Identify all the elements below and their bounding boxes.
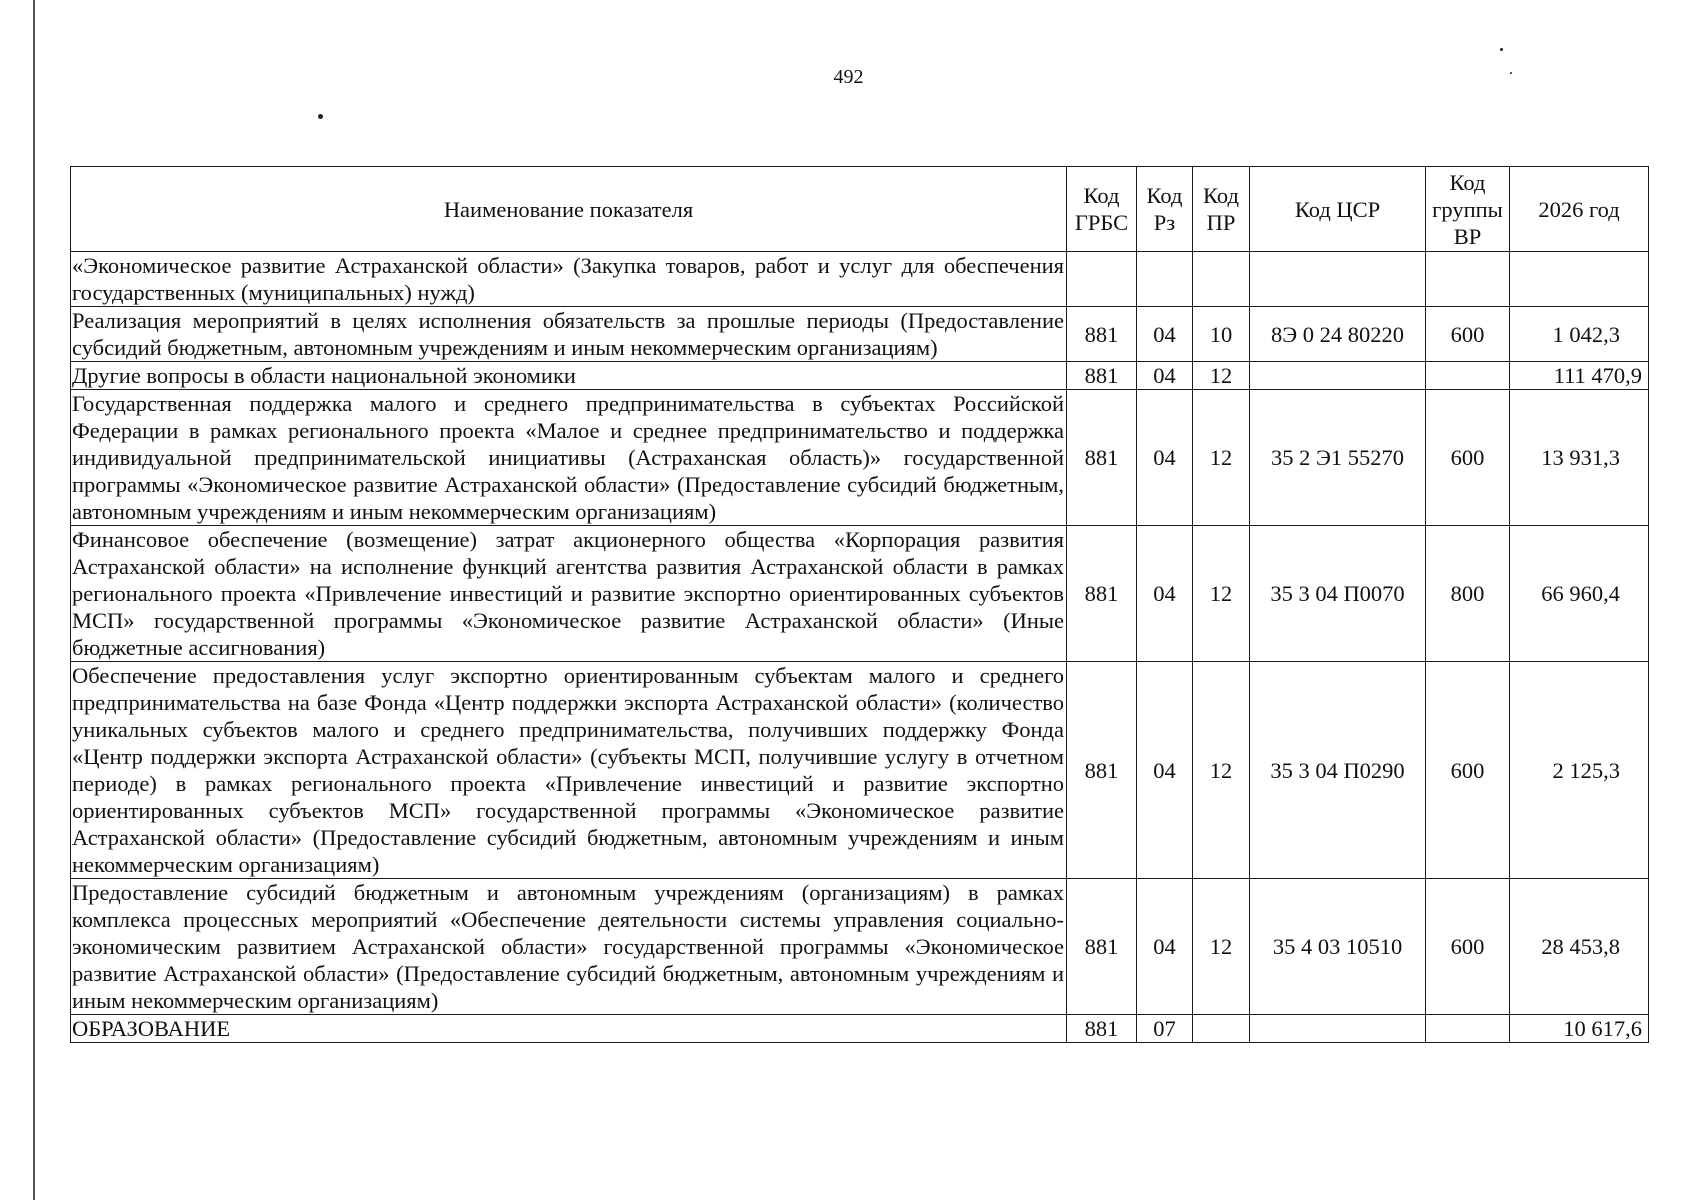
budget-table xyxy=(70,166,1649,1043)
row-pr xyxy=(1193,252,1250,307)
row-pr: 12 xyxy=(1193,662,1250,879)
row-rz: 07 xyxy=(1137,1015,1193,1043)
row-pr: 12 xyxy=(1193,879,1250,1015)
row-rz: 04 xyxy=(1137,662,1193,879)
row-grbs: 881 xyxy=(1067,662,1137,879)
row-name: Реализация мероприятий в целях исполнения обязательств за прошлые периоды (Предоставление субсидий бюджетным, автономным учреждениям и иным некоммерческим организациям) xyxy=(71,307,1067,362)
row-vr: 600 xyxy=(1426,662,1510,879)
header-csr: Код ЦСР xyxy=(1250,167,1426,252)
row-amount: 1 042,3 xyxy=(1510,307,1649,362)
row-rz: 04 xyxy=(1137,526,1193,662)
row-csr: 35 3 04 П0290 xyxy=(1250,662,1426,879)
scan-speck xyxy=(1500,48,1503,51)
header-rz: Код Рз xyxy=(1137,167,1193,252)
row-grbs: 881 xyxy=(1067,879,1137,1015)
table-row xyxy=(71,307,1649,362)
row-pr: 12 xyxy=(1193,362,1250,390)
row-rz: 04 xyxy=(1137,879,1193,1015)
row-pr: 12 xyxy=(1193,390,1250,526)
row-pr xyxy=(1193,1015,1250,1043)
header-year: 2026 год xyxy=(1510,167,1649,252)
row-grbs: 881 xyxy=(1067,390,1137,526)
row-vr xyxy=(1426,1015,1510,1043)
row-vr xyxy=(1426,252,1510,307)
row-csr: 35 3 04 П0070 xyxy=(1250,526,1426,662)
row-rz xyxy=(1137,252,1193,307)
table-row xyxy=(71,362,1649,390)
row-rz: 04 xyxy=(1137,390,1193,526)
row-grbs: 881 xyxy=(1067,526,1137,662)
header-vr: Код группы ВР xyxy=(1426,167,1510,252)
row-amount: 10 617,6 xyxy=(1510,1015,1649,1043)
row-amount: 66 960,4 xyxy=(1510,526,1649,662)
table-header-row xyxy=(71,167,1649,252)
row-name: Другие вопросы в области национальной экономики xyxy=(71,362,1067,390)
table-row xyxy=(71,1015,1649,1043)
header-grbs: Код ГРБС xyxy=(1067,167,1137,252)
row-vr: 600 xyxy=(1426,307,1510,362)
row-amount: 2 125,3 xyxy=(1510,662,1649,879)
table-row xyxy=(71,526,1649,662)
row-name: Государственная поддержка малого и среднего предпринимательства в субъектах Российской Федерации в рамках регионального проекта «Малое и среднее предпринимательство и поддержка индивидуальной предпринимательской инициативы (Астраханская область)» государственной программы «Экономическое развитие Астраханской области» (Предоставление субсидий бюджетным, автономным учреждениям и иным некоммерческим организациям) xyxy=(71,390,1067,526)
row-csr: 8Э 0 24 80220 xyxy=(1250,307,1426,362)
header-pr: Код ПР xyxy=(1193,167,1250,252)
row-grbs: 881 xyxy=(1067,307,1137,362)
row-amount: 13 931,3 xyxy=(1510,390,1649,526)
row-vr: 600 xyxy=(1426,879,1510,1015)
row-name: «Экономическое развитие Астраханской области» (Закупка товаров, работ и услуг для обеспечения государственных (муниципальных) нужд) xyxy=(71,252,1067,307)
row-vr: 800 xyxy=(1426,526,1510,662)
page-number: 492 xyxy=(833,66,864,88)
scan-speck xyxy=(318,114,323,119)
row-amount xyxy=(1510,252,1649,307)
row-grbs xyxy=(1067,252,1137,307)
row-vr: 600 xyxy=(1426,390,1510,526)
row-csr xyxy=(1250,1015,1426,1043)
row-rz: 04 xyxy=(1137,307,1193,362)
row-name: Предоставление субсидий бюджетным и автономным учреждениям (организациям) в рамках комплекса процессных мероприятий «Обеспечение деятельности системы управления социально-экономическим развитием Астраханской области» государственной программы «Экономическое развитие Астраханской области» (Предоставление субсидий бюджетным, автономным учреждениям и иным некоммерческим организациям) xyxy=(71,879,1067,1015)
row-csr: 35 2 Э1 55270 xyxy=(1250,390,1426,526)
header-name: Наименование показателя xyxy=(71,167,1067,252)
row-vr xyxy=(1426,362,1510,390)
row-csr: 35 4 03 10510 xyxy=(1250,879,1426,1015)
row-grbs: 881 xyxy=(1067,362,1137,390)
row-rz: 04 xyxy=(1137,362,1193,390)
table-row xyxy=(71,252,1649,307)
row-csr xyxy=(1250,252,1426,307)
table-row xyxy=(71,879,1649,1015)
table-row xyxy=(71,662,1649,879)
table-row xyxy=(71,390,1649,526)
row-name: Финансовое обеспечение (возмещение) затрат акционерного общества «Корпорация развития Астраханской области» на исполнение функций агентства развития Астраханской области в рамках регионального проекта «Привлечение инвестиций и развитие экспортно ориентированных субъектов МСП» государственной программы «Экономическое развитие Астраханской области» (Иные бюджетные ассигнования) xyxy=(71,526,1067,662)
row-csr xyxy=(1250,362,1426,390)
row-name: Обеспечение предоставления услуг экспортно ориентированным субъектам малого и среднего предпринимательства на базе Фонда «Центр поддержки экспорта Астраханской области» (количество уникальных субъектов малого и среднего предпринимательства, получивших поддержку Фонда «Центр поддержки экспорта Астраханской области» (субъекты МСП, получившие услугу в отчетном периоде) в рамках регионального проекта «Привлечение инвестиций и развитие экспортно ориентированных субъектов МСП» государственной программы «Экономическое развитие Астраханской области» (Предоставление субсидий бюджетным, автономным учреждениям и иным некоммерческим организациям) xyxy=(71,662,1067,879)
page-edge-line xyxy=(33,0,35,1200)
row-amount: 28 453,8 xyxy=(1510,879,1649,1015)
row-pr: 10 xyxy=(1193,307,1250,362)
row-amount: 111 470,9 xyxy=(1510,362,1649,390)
row-name: ОБРАЗОВАНИЕ xyxy=(71,1015,1067,1043)
row-pr: 12 xyxy=(1193,526,1250,662)
row-grbs: 881 xyxy=(1067,1015,1137,1043)
